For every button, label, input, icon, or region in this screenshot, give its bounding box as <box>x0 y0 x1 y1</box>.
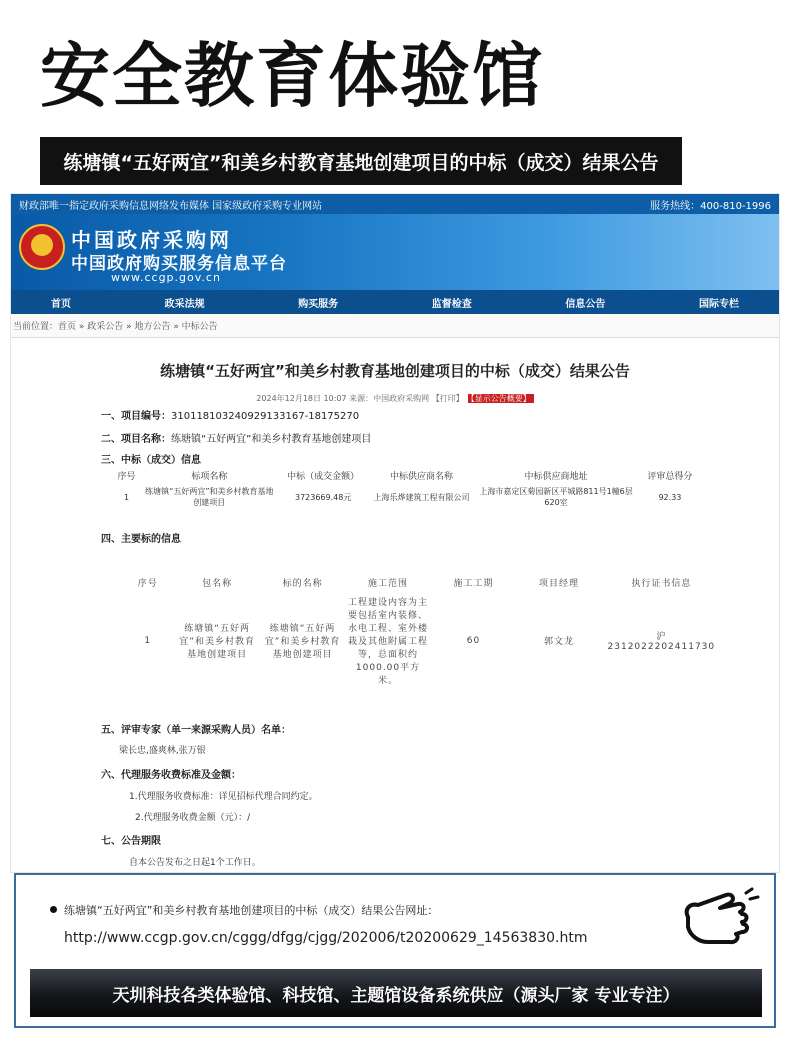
poster-title: 安全教育体验馆 <box>40 35 544 117</box>
url-label: 练塘镇“五好两宜”和美乡村教育基地创建项目的中标（成交）结果公告网址： <box>64 904 439 917</box>
notice-meta <box>21 393 769 404</box>
t2-header-scope: 施工范围 <box>368 579 409 589</box>
bullet-icon <box>50 906 57 913</box>
t1-cell: 92.33 <box>658 492 682 502</box>
section-project-number <box>101 407 359 422</box>
t2-cell: 沪2312022202411730 <box>607 632 716 652</box>
t2-header-package: 包名称 <box>202 579 233 589</box>
t2-header-duration: 施工工期 <box>453 579 494 589</box>
t2-header-certificate: 执行证书信息 <box>631 579 692 589</box>
t1-header-no: 序号 <box>117 472 136 482</box>
nav-purchase-services[interactable]: 购买服务 <box>298 298 339 310</box>
service-hotline: 服务热线：400-810-1996 <box>650 200 771 212</box>
section-1-label: 一、项目编号： <box>101 411 171 422</box>
t1-cell: 上海市嘉定区菊园新区平城路811号1幢6层620室 <box>479 487 633 507</box>
t2-cell: 练塘镇“五好两宜”和美乡村教育基地创建项目 <box>264 624 341 660</box>
nav-supervision[interactable]: 监督检查 <box>431 298 472 310</box>
footer-banner: 天圳科技各类体验馆、科技馆、主题馆设备系统供应（源头厂家 专业专注） <box>30 969 762 1017</box>
t1-header-item: 标项名称 <box>191 472 228 482</box>
t1-header-supplier: 中标供应商名称 <box>389 472 453 482</box>
t2-cell: 1 <box>144 635 152 646</box>
t2-cell: 郭文龙 <box>543 637 574 647</box>
award-table <box>111 467 701 510</box>
t2-cell: 工程建设内容为主要包括室内装修、水电工程、室外楼栽及其他附属工程等，总面积约1000.00平方米。 <box>348 598 429 686</box>
notice-body <box>11 360 779 404</box>
site-topbar <box>11 194 779 214</box>
nav-announcements[interactable]: 信息公告 <box>565 298 606 310</box>
section-notice-period: 七、公告期限 <box>101 836 161 847</box>
site-header <box>11 214 779 290</box>
section-award-info: 三、中标（成交）信息 <box>101 455 201 466</box>
site-url: www.ccgp.gov.cn <box>111 271 221 284</box>
t2-cell: 60 <box>466 635 481 646</box>
t2-header-no: 序号 <box>137 579 158 589</box>
breadcrumb: 当前位置：首页 » 政采公告 » 地方公告 » 中标公告 <box>11 314 779 338</box>
t1-header-address: 中标供应商地址 <box>524 472 588 482</box>
notice-title: 练塘镇“五好两宜”和美乡村教育基地创建项目的中标（成交）结果公告 <box>160 362 630 380</box>
notice-screenshot <box>10 193 780 873</box>
table-row <box>111 484 701 510</box>
table-row <box>121 591 721 690</box>
t1-cell: 上海乐烨建筑工程有限公司 <box>373 492 470 502</box>
url-box <box>14 873 776 1028</box>
pointing-hand-icon <box>680 887 760 949</box>
agency-fee-standard: 1.代理服务收费标准：详见招标代理合同约定。 <box>129 792 318 802</box>
site-brand-subtitle: 中国政府购买服务信息平台 <box>71 254 287 274</box>
nav-home[interactable]: 首页 <box>51 298 71 310</box>
main-items-table <box>121 574 721 690</box>
notice-meta-text: 2024年12月18日 10:07 来源：中国政府采购网 【打印】 <box>256 394 464 403</box>
t1-cell: 3723669.48元 <box>294 492 352 502</box>
experts-list: 梁长忠,盛爽林,张万银 <box>119 746 206 756</box>
section-experts: 五、评审专家（单一来源采购人员）名单： <box>101 725 291 736</box>
notice-url-link[interactable]: http://www.ccgp.gov.cn/cggg/dfgg/cjgg/202006/t20200629_14563830.htm <box>64 930 588 946</box>
section-project-name <box>101 430 371 445</box>
topbar-left-text: 财政部唯一指定政府采购信息网络发布媒体 国家级政府采购专业网站 <box>19 200 323 212</box>
notice-period-text: 自本公告发布之日起1个工作日。 <box>129 858 261 868</box>
show-summary-button[interactable]: 【显示公告概要】 <box>468 394 534 403</box>
site-brand[interactable]: 中国政府采购网 <box>71 228 232 252</box>
t1-cell: 1 <box>123 492 130 502</box>
section-2-label: 二、项目名称： <box>101 434 171 445</box>
t2-header-subject: 标的名称 <box>282 579 323 589</box>
t2-header-manager: 项目经理 <box>538 579 579 589</box>
nav-international[interactable]: 国际专栏 <box>698 298 739 310</box>
t2-cell: 练塘镇“五好两宜”和美乡村教育基地创建项目 <box>179 624 255 660</box>
t1-header-amount: 中标（成交金额） <box>287 472 360 482</box>
section-agency-fee: 六、代理服务收费标准及金额： <box>101 770 241 781</box>
project-name: 练塘镇“五好两宜”和美乡村教育基地创建项目 <box>171 434 372 445</box>
t1-header-score: 评审总得分 <box>647 472 693 482</box>
t1-cell: 练塘镇“五好两宜”和美乡村教育基地创建项目 <box>145 487 274 507</box>
agency-fee-amount: 2.代理服务收费金额（元）：/ <box>135 813 251 823</box>
nav-regulations[interactable]: 政采法规 <box>164 298 205 310</box>
section-main-items: 四、主要标的信息 <box>101 534 181 545</box>
project-number: 31011810324092913316​7-18175270 <box>171 411 360 422</box>
site-nav <box>11 290 779 314</box>
poster-banner: 练塘镇“五好两宜”和美乡村教育基地创建项目的中标（成交）结果公告 <box>40 137 682 185</box>
national-emblem-icon <box>19 224 65 270</box>
